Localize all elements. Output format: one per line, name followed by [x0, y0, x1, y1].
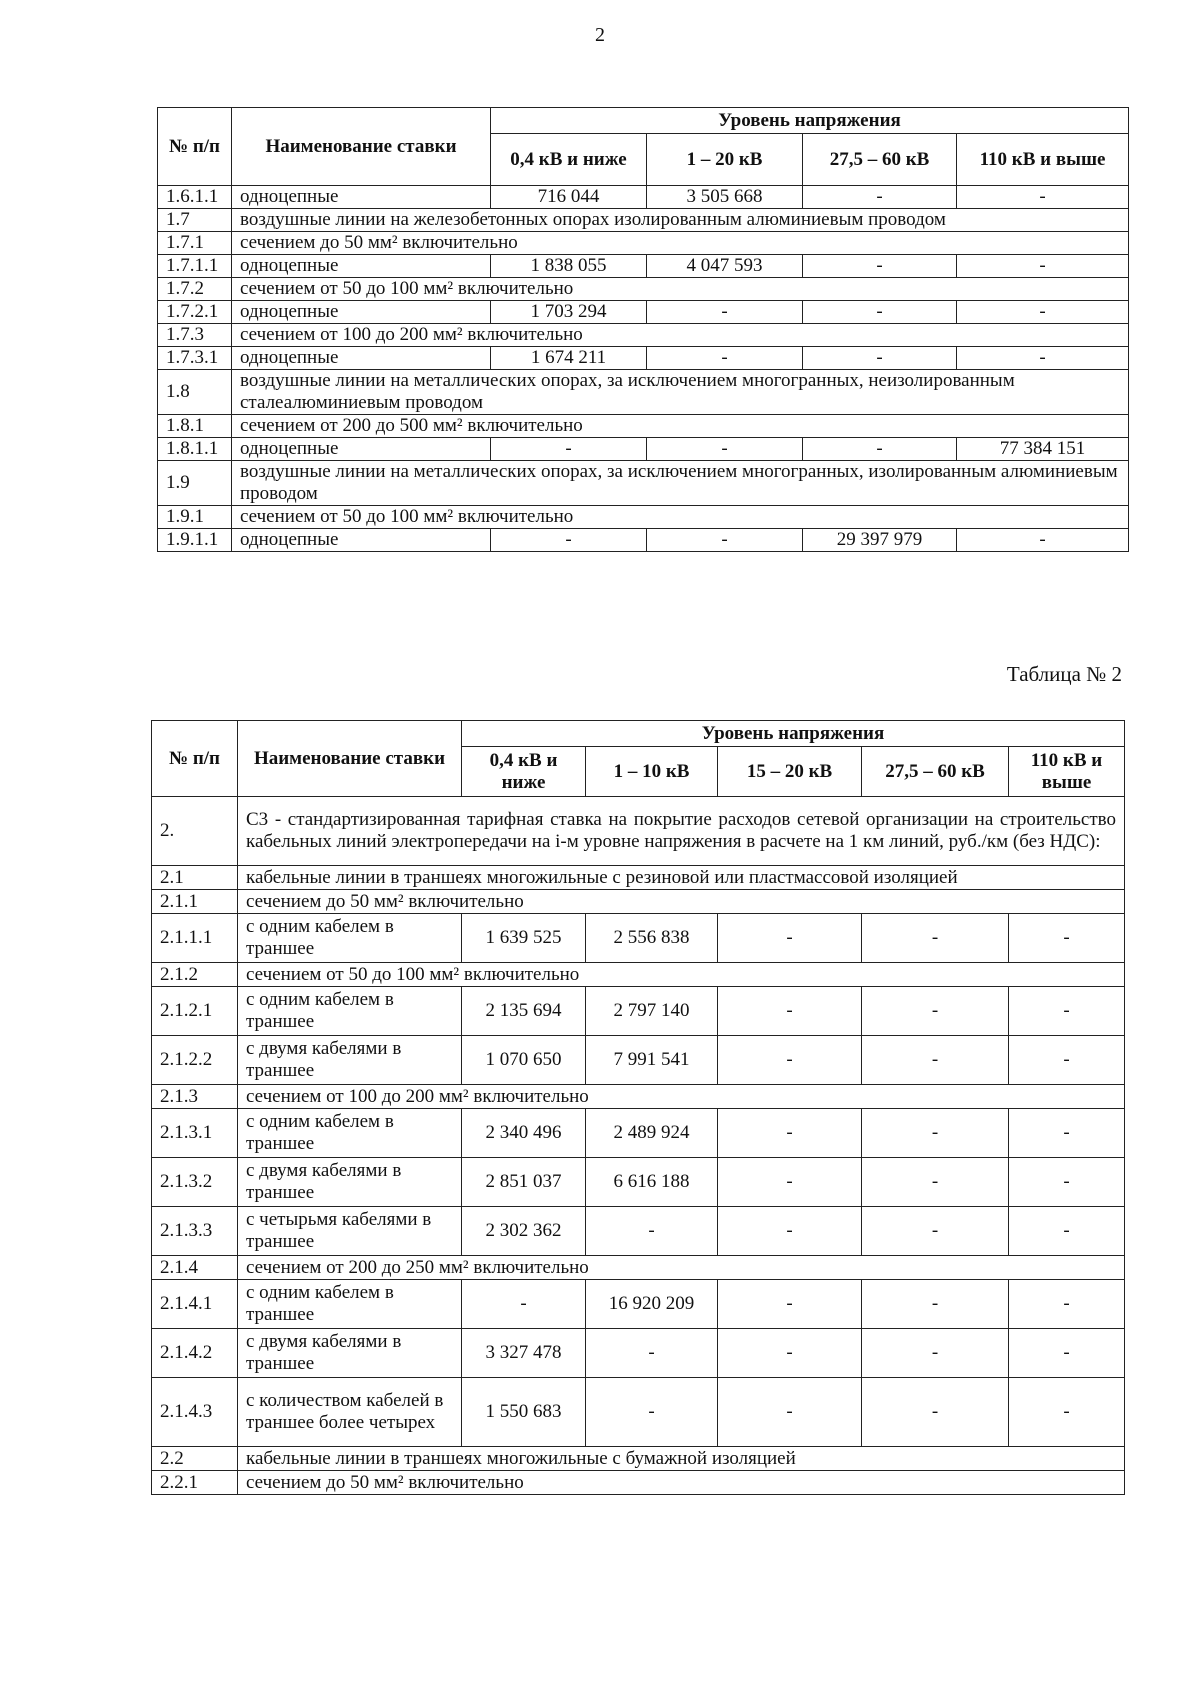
table-row [152, 1109, 1125, 1158]
table-row [152, 890, 1125, 914]
rate-name: с одним кабелем в траншее [238, 914, 462, 963]
table-row [152, 963, 1125, 987]
rate-value: - [862, 1036, 1009, 1085]
rate-value: - [491, 438, 647, 461]
rate-value: 1 838 055 [491, 255, 647, 278]
table-2-caption: Таблица № 2 [1006, 662, 1122, 686]
rate-value: 2 851 037 [462, 1158, 586, 1207]
rate-value: 29 397 979 [803, 529, 957, 552]
rate-value: 3 327 478 [462, 1329, 586, 1378]
rate-value: - [862, 1158, 1009, 1207]
row-description: сечением до 50 мм² включительно [232, 232, 1129, 255]
row-number: 1.9 [158, 461, 232, 506]
rate-value: - [1009, 1158, 1125, 1207]
row-number: 2.1.3.3 [152, 1207, 238, 1256]
row-number: 2.2 [152, 1447, 238, 1471]
table-row [152, 987, 1125, 1036]
rate-value: - [803, 301, 957, 324]
table-row [158, 209, 1129, 232]
rate-value: - [647, 301, 803, 324]
rate-value: 1 674 211 [491, 347, 647, 370]
row-number: 2.1.2.2 [152, 1036, 238, 1085]
row-number: 2.2.1 [152, 1471, 238, 1495]
table-row [152, 1378, 1125, 1447]
rate-name: одноцепные [232, 347, 491, 370]
header-level: 110 кВ и выше [1009, 747, 1125, 797]
table-row [152, 1447, 1125, 1471]
header-name: Наименование ставки [232, 108, 491, 186]
row-number: 2. [152, 797, 238, 866]
rate-value: - [647, 347, 803, 370]
rate-value: - [957, 186, 1129, 209]
table-row [152, 1329, 1125, 1378]
rate-name: одноцепные [232, 438, 491, 461]
rate-name: с одним кабелем в траншее [238, 1109, 462, 1158]
table-row [152, 1158, 1125, 1207]
row-number: 2.1.1.1 [152, 914, 238, 963]
rate-name: с одним кабелем в траншее [238, 987, 462, 1036]
rate-value: - [862, 1109, 1009, 1158]
rate-value: 4 047 593 [647, 255, 803, 278]
row-number: 2.1.2.1 [152, 987, 238, 1036]
rate-value: - [957, 529, 1129, 552]
header-level: 0,4 кВ и ниже [462, 747, 586, 797]
rate-value: 716 044 [491, 186, 647, 209]
rate-value: 1 703 294 [491, 301, 647, 324]
row-description: сечением от 200 до 500 мм² включительно [232, 415, 1129, 438]
rate-value: - [1009, 987, 1125, 1036]
row-number: 2.1 [152, 866, 238, 890]
rate-name: одноцепные [232, 186, 491, 209]
row-description: сечением от 200 до 250 мм² включительно [238, 1256, 1125, 1280]
row-number: 2.1.3 [152, 1085, 238, 1109]
rate-value: - [862, 987, 1009, 1036]
table-row [158, 324, 1129, 347]
row-number: 1.7.3 [158, 324, 232, 347]
table-row [158, 438, 1129, 461]
table-row [152, 1280, 1125, 1329]
rate-name: с двумя кабелями в траншее [238, 1158, 462, 1207]
table-row [158, 506, 1129, 529]
table-row [152, 1085, 1125, 1109]
row-description: сечением от 50 до 100 мм² включительно [232, 506, 1129, 529]
rate-value: - [1009, 1280, 1125, 1329]
rate-name: с четырьмя кабелями в траншее [238, 1207, 462, 1256]
header-level: 1 – 10 кВ [586, 747, 718, 797]
rate-value: - [718, 1158, 862, 1207]
table-row [152, 1207, 1125, 1256]
table-row [152, 1471, 1125, 1495]
rate-value: - [718, 1280, 862, 1329]
table-row [158, 232, 1129, 255]
row-description: воздушные линии на железобетонных опорах изолированным алюминиевым проводом [232, 209, 1129, 232]
header-level: 27,5 – 60 кВ [862, 747, 1009, 797]
table-row [158, 186, 1129, 209]
rate-value: - [957, 301, 1129, 324]
rate-value: 2 797 140 [586, 987, 718, 1036]
table-row [158, 347, 1129, 370]
rate-value: 6 616 188 [586, 1158, 718, 1207]
rate-value: - [1009, 1329, 1125, 1378]
header-num: № п/п [158, 108, 232, 186]
rate-value: - [586, 1329, 718, 1378]
row-number: 1.7.2.1 [158, 301, 232, 324]
row-description: сечением от 50 до 100 мм² включительно [232, 278, 1129, 301]
rate-name: одноцепные [232, 255, 491, 278]
row-number: 1.6.1.1 [158, 186, 232, 209]
row-description: сечением до 50 мм² включительно [238, 1471, 1125, 1495]
table-row [152, 1036, 1125, 1085]
row-description: сечением от 50 до 100 мм² включительно [238, 963, 1125, 987]
header-level: 15 – 20 кВ [718, 747, 862, 797]
rate-value: 7 991 541 [586, 1036, 718, 1085]
rate-name: одноцепные [232, 529, 491, 552]
rate-name: с двумя кабелями в траншее [238, 1329, 462, 1378]
rate-value: - [957, 347, 1129, 370]
rate-name: с двумя кабелями в траншее [238, 1036, 462, 1085]
row-description: воздушные линии на металлических опорах, за исключением многогранных, изолированным алюминиевым проводом [232, 461, 1129, 506]
row-number: 2.1.4 [152, 1256, 238, 1280]
rate-value: - [586, 1207, 718, 1256]
row-number: 1.7.1 [158, 232, 232, 255]
rate-value: - [862, 1378, 1009, 1447]
rate-value: 1 550 683 [462, 1378, 586, 1447]
rate-value: - [1009, 1036, 1125, 1085]
page-number: 2 [595, 24, 605, 46]
header-voltage: Уровень напряжения [491, 108, 1129, 134]
header-level: 110 кВ и выше [957, 134, 1129, 186]
table-row [158, 255, 1129, 278]
rate-value: 3 505 668 [647, 186, 803, 209]
rate-name: одноцепные [232, 301, 491, 324]
header-name: Наименование ставки [238, 721, 462, 797]
row-number: 1.7.2 [158, 278, 232, 301]
header-level: 0,4 кВ и ниже [491, 134, 647, 186]
row-description: сечением до 50 мм² включительно [238, 890, 1125, 914]
rate-value: - [718, 914, 862, 963]
table-2-body [152, 797, 1125, 1495]
header-num: № п/п [152, 721, 238, 797]
rates-table-2 [151, 720, 1125, 1495]
rate-value: 1 070 650 [462, 1036, 586, 1085]
rate-value: 2 556 838 [586, 914, 718, 963]
rate-value: - [586, 1378, 718, 1447]
row-number: 1.7.3.1 [158, 347, 232, 370]
rate-value: 2 489 924 [586, 1109, 718, 1158]
header-level: 27,5 – 60 кВ [803, 134, 957, 186]
row-number: 1.8.1 [158, 415, 232, 438]
row-number: 1.9.1 [158, 506, 232, 529]
table-row [158, 415, 1129, 438]
rate-value: - [647, 438, 803, 461]
row-number: 1.9.1.1 [158, 529, 232, 552]
row-number: 1.8.1.1 [158, 438, 232, 461]
rate-value: - [957, 255, 1129, 278]
rate-value: - [803, 347, 957, 370]
rate-value: - [862, 1280, 1009, 1329]
table-row [152, 866, 1125, 890]
row-number: 2.1.1 [152, 890, 238, 914]
row-number: 2.1.3.2 [152, 1158, 238, 1207]
rates-table-1 [157, 107, 1129, 552]
row-number: 2.1.3.1 [152, 1109, 238, 1158]
header-voltage: Уровень напряжения [462, 721, 1125, 747]
rate-value: 2 302 362 [462, 1207, 586, 1256]
row-number: 2.1.4.2 [152, 1329, 238, 1378]
table-row [158, 370, 1129, 415]
rate-value: - [1009, 1207, 1125, 1256]
row-description: кабельные линии в траншеях многожильные с бумажной изоляцией [238, 1447, 1125, 1471]
table-row [152, 1256, 1125, 1280]
rate-value: - [718, 1329, 862, 1378]
row-description: воздушные линии на металлических опорах, за исключением многогранных, неизолированным сталеалюминиевым проводом [232, 370, 1129, 415]
rate-value: - [803, 438, 957, 461]
row-number: 2.1.2 [152, 963, 238, 987]
rate-value: - [1009, 1378, 1125, 1447]
rate-value: - [718, 1378, 862, 1447]
rate-value: 16 920 209 [586, 1280, 718, 1329]
table-row [158, 461, 1129, 506]
rate-value: - [647, 529, 803, 552]
row-description: сечением от 100 до 200 мм² включительно [232, 324, 1129, 347]
rate-value: - [862, 914, 1009, 963]
rate-name: с одним кабелем в траншее [238, 1280, 462, 1329]
table-row [152, 797, 1125, 866]
table-row [158, 301, 1129, 324]
row-number: 1.8 [158, 370, 232, 415]
rate-value: - [718, 987, 862, 1036]
row-description: сечением от 100 до 200 мм² включительно [238, 1085, 1125, 1109]
rate-value: - [718, 1109, 862, 1158]
rate-value: - [462, 1280, 586, 1329]
rate-name: с количеством кабелей в траншее более четырех [238, 1378, 462, 1447]
rate-value: 1 639 525 [462, 914, 586, 963]
row-description: С3 - стандартизированная тарифная ставка на покрытие расходов сетевой организации на строительство кабельных линий электропередачи на i-м уровне напряжения в расчете на 1 км линий, руб./км (без НДС): [238, 797, 1125, 866]
row-number: 2.1.4.1 [152, 1280, 238, 1329]
rate-value: 2 135 694 [462, 987, 586, 1036]
row-number: 1.7 [158, 209, 232, 232]
rate-value: - [491, 529, 647, 552]
rate-value: - [803, 255, 957, 278]
table-row [158, 278, 1129, 301]
rate-value: - [718, 1036, 862, 1085]
rate-value: - [803, 186, 957, 209]
table-row [158, 529, 1129, 552]
table-row [152, 914, 1125, 963]
row-number: 1.7.1.1 [158, 255, 232, 278]
rate-value: 2 340 496 [462, 1109, 586, 1158]
table-1-body [158, 186, 1129, 552]
rate-value: - [1009, 1109, 1125, 1158]
rate-value: 77 384 151 [957, 438, 1129, 461]
rate-value: - [1009, 914, 1125, 963]
rate-value: - [862, 1329, 1009, 1378]
rate-value: - [718, 1207, 862, 1256]
rate-value: - [862, 1207, 1009, 1256]
row-number: 2.1.4.3 [152, 1378, 238, 1447]
header-level: 1 – 20 кВ [647, 134, 803, 186]
row-description: кабельные линии в траншеях многожильные с резиновой или пластмассовой изоляцией [238, 866, 1125, 890]
